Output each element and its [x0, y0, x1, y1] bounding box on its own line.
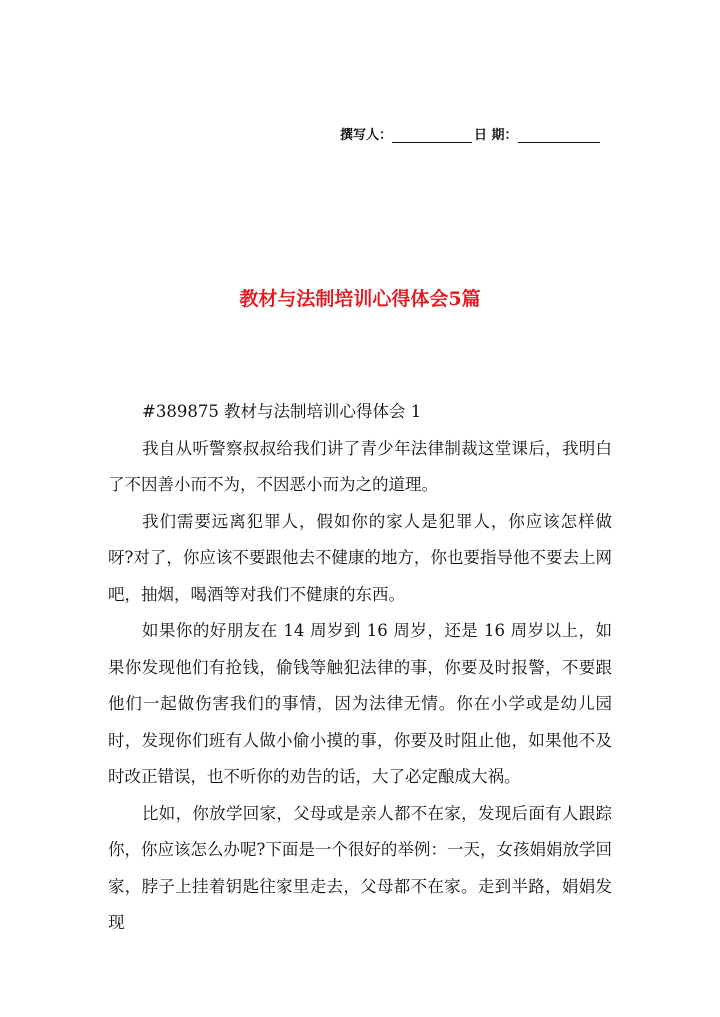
- author-date-line: [340, 124, 600, 143]
- paragraph-1: 我自从听警察叔叔给我们讲了青少年法律制裁这堂课后，我明白了不因善小而不为，不因恶小而为之的道理。: [108, 438, 612, 494]
- author-blank-field: [392, 128, 472, 143]
- paragraph-2: 我们需要远离犯罪人，假如你的家人是犯罪人，你应该怎样做呀?对了，你应该不要跟他去不健康的地方，你也要指导他不要去上网吧，抽烟，喝酒等对我们不健康的东西。: [108, 511, 612, 604]
- paragraph-3: 如果你的好朋友在 14 周岁到 16 周岁，还是 16 周岁以上，如果你发现他们有抢钱，偷钱等触犯法律的事，你要及时报警，不要跟他们一起做伤害我们的事情，因为法律无情。你在小学或是幼儿园时，发现你们班有人做小偷小摸的事，你要及时阻止他，如果他不及时改正错误，也不听你的劝告的话，大了必定酿成大祸。: [108, 621, 612, 786]
- date-blank-field: [518, 128, 600, 143]
- author-label: 撰写人：: [340, 128, 393, 143]
- article-body: [108, 394, 612, 942]
- date-label: 日 期：: [474, 128, 518, 143]
- document-title: 教材与法制培训心得体会5篇: [239, 288, 481, 310]
- paragraph-4: 比如，你放学回家，父母或是亲人都不在家，发现后面有人跟踪你，你应该怎么办呢?下面是一个很好的举例：一天，女孩娟娟放学回家，脖子上挂着钥匙往家里走去，父母都不在家。走到半路，娟娟发现: [108, 803, 612, 932]
- article-subtitle: #389875 教材与法制培训心得体会 1: [142, 402, 422, 421]
